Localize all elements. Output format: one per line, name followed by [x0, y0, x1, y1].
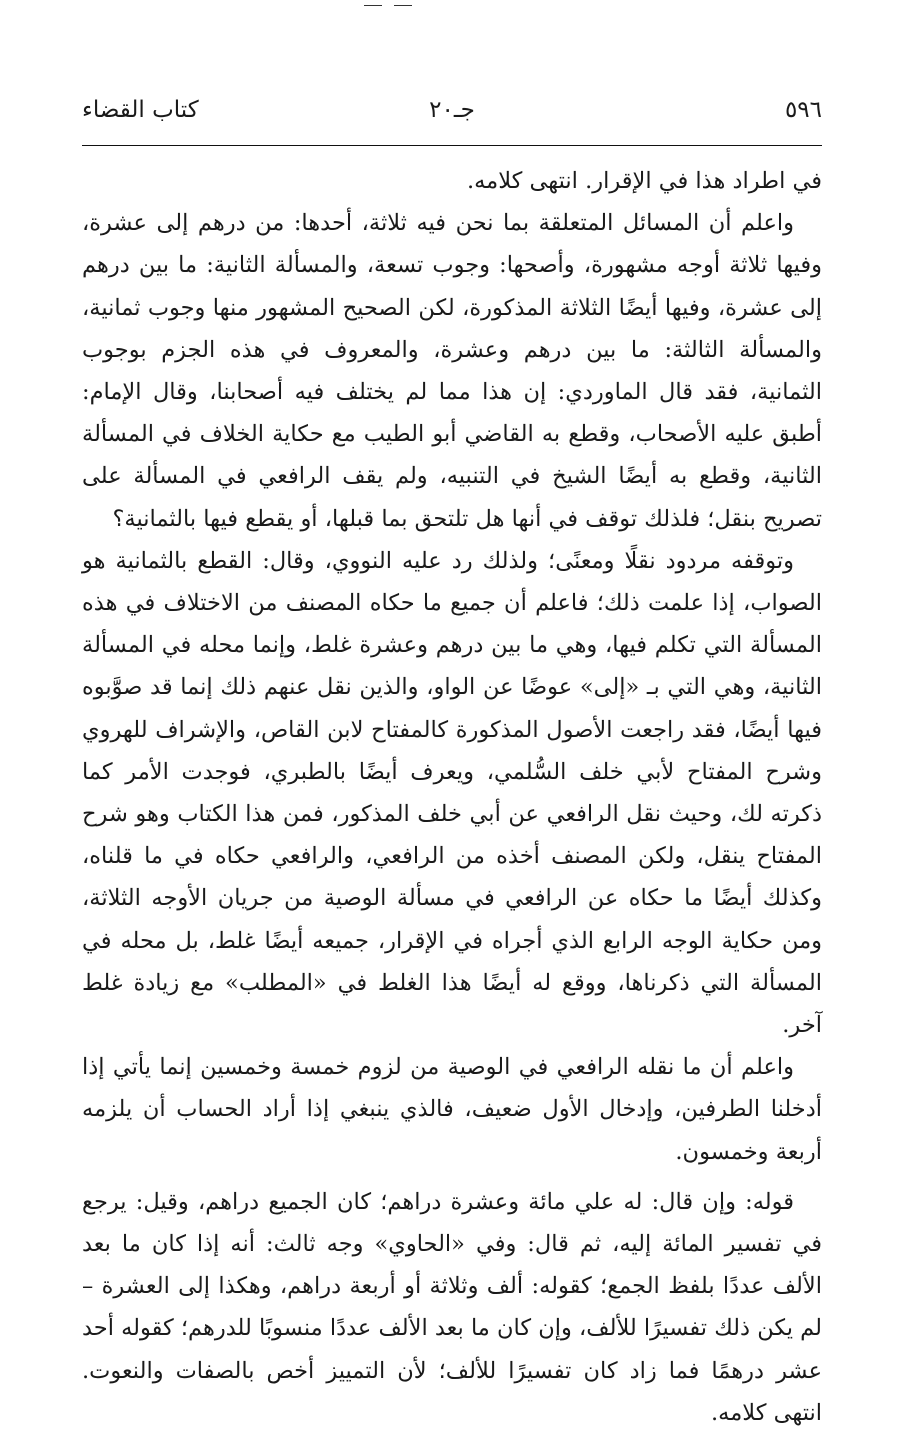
paragraph: في اطراد هذا في الإقرار. انتهى كلامه.: [466, 168, 822, 194]
page-header: [82, 94, 822, 134]
book-title: كتاب القضاء: [82, 97, 199, 123]
top-crop-mark: [364, 5, 382, 6]
page-body: [82, 160, 822, 1434]
paragraph: وتوقفه مردود نقلًا ومعنًى؛ ولذلك رد عليه النووي، وقال: القطع بالثمانية هو الصواب، إذا علمت ذلك؛ فاعلم أن جميع ما حكاه المصنف من الاختلاف في هذه المسألة التي تكلم فيها، وهي ما بين درهم وعشرة غلط، وإنما محله في المسألة الثانية، وهي التي بـ «إلى» عوضًا عن الواو، والذين نقل عنهم ذلك إنما قد صوَّبوه فيها أيضًا، فقد راجعت الأصول المذكورة كالمفتاح لابن القاص، والإشراف للهروي وشرح المفتاح لأبي خلف السُّلمي، ويعرف أيضًا بالطبري، فوجدت الأمر كما ذكرته لك، وحيث نقل الرافعي عن أبي خلف المذكور، فمن هذا الكتاب وهو شرح المفتاح ينقل، ولكن المصنف أخذه من الرافعي، والرافعي حكاه في ما قلناه، وكذلك أيضًا ما حكاه عن الرافعي في مسألة الوصية من جريان الأوجه الثلاثة، ومن حكاية الوجه الرابع الذي أجراه في الإقرار، جميعه أيضًا غلط، بل محله في المسألة التي ذكرناها، ووقع له أيضًا هذا الغلط في «المطلب» مع زيادة غلط آخر.: [82, 547, 822, 1039]
paragraph: قوله: وإن قال: له علي مائة وعشرة دراهم؛ كان الجميع دراهم، وقيل: يرجع في تفسير المائة إليه، ثم قال: وفي «الحاوي» وجه ثالث: أنه إذا كان ما بعد الألف عددًا بلفظ الجمع؛ كقوله: ألف وثلاثة أو أربعة دراهم، وهكذا إلى العشرة – لم يكن ذلك تفسيرًا للألف، وإن كان ما بعد الألف عددًا منسوبًا للدرهم؛ كقوله أحد عشر درهمًا فما زاد كان تفسيرًا للألف؛ لأن التمييز أخص بالصفات والنعوت. انتهى كلامه.: [81, 1188, 822, 1426]
volume-label: جـ٢٠: [429, 97, 475, 123]
paragraph: واعلم أن المسائل المتعلقة بما نحن فيه ثلاثة، أحدها: من درهم إلى عشرة، وفيها ثلاثة أوجه مشهورة، وأصحها: وجوب تسعة، والمسألة الثانية: ما بين درهم إلى عشرة، وفيها أيضًا الثلاثة المذكورة، لكن الصحيح المشهور منها وجوب ثمانية، والمسألة الثالثة: ما بين درهم وعشرة، والمعروف في هذه الجزم بوجوب الثمانية، فقد قال الماوردي: إن هذا مما لم يختلف فيه أصحابنا، وقال الإمام: أطبق عليه الأصحاب، وقطع به القاضي أبو الطيب مع حكاية الخلاف في المسألة الثانية، وقطع به أيضًا الشيخ في التنبيه، ولم يقف الرافعي في المسألة على تصريح بنقل؛ فلذلك توقف في أنها هل تلتحق بما قبلها، أو يقطع فيها بالثمانية؟: [82, 210, 822, 532]
header-divider: [82, 145, 822, 146]
page-number: ٥٩٦: [784, 97, 822, 123]
top-crop-mark: [394, 5, 412, 6]
paragraph: واعلم أن ما نقله الرافعي في الوصية من لزوم خمسة وخمسين إنما يأتي إذا أدخلنا الطرفين، وإدخال الأول ضعيف، فالذي ينبغي إذا أراد الحساب أن يلزمه أربعة وخمسون.: [82, 1054, 822, 1165]
